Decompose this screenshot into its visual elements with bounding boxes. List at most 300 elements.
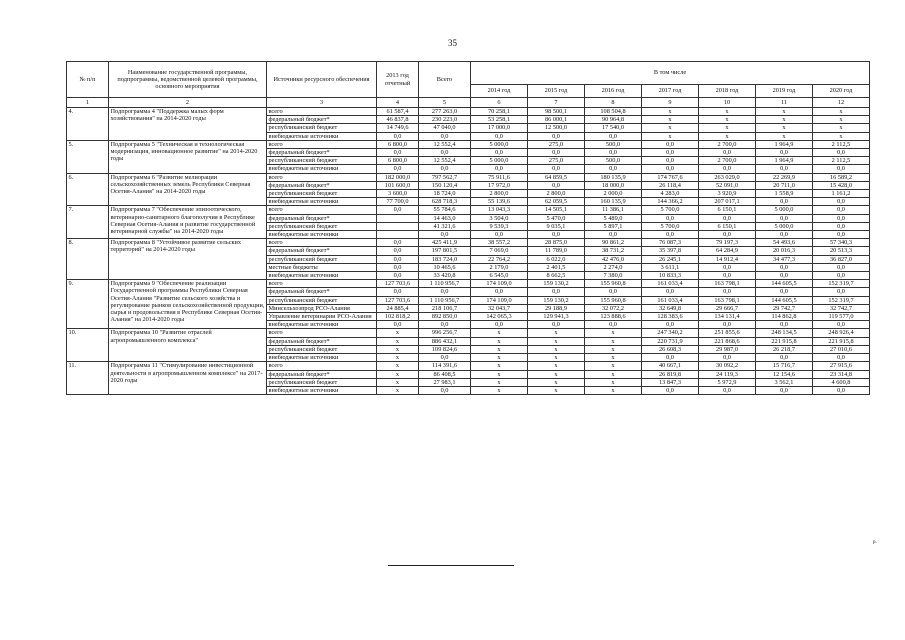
amount-cell: х (528, 386, 585, 394)
amount-cell: 892 850,0 (419, 313, 471, 321)
amount-cell: 6 150,1 (699, 222, 756, 230)
funding-source: внебюджетные источники (267, 321, 377, 329)
amount-cell: 127 703,6 (377, 280, 419, 288)
amount-cell: 26 118,4 (642, 181, 699, 189)
amount-cell: 4 600,8 (813, 378, 870, 386)
amount-cell: 144 605,5 (756, 296, 813, 304)
amount-cell: 6 150,1 (699, 206, 756, 214)
amount-cell: 61 587,4 (377, 108, 419, 116)
amount-cell: 0,0 (585, 231, 642, 239)
amount-cell: 0,0 (813, 263, 870, 271)
amount-cell: 98 500,1 (528, 108, 585, 116)
amount-cell: 47 040,0 (419, 124, 471, 132)
amount-cell: 144 605,5 (756, 280, 813, 288)
amount-cell: 144 366,2 (642, 198, 699, 206)
row-number: 10. (67, 329, 109, 362)
col-index: 5 (419, 98, 471, 108)
amount-cell: 33 420,8 (419, 272, 471, 280)
amount-cell: 22 764,2 (471, 255, 528, 263)
amount-cell: 0,0 (585, 288, 642, 296)
amount-cell: 0,0 (642, 157, 699, 165)
amount-cell: 1 964,9 (756, 140, 813, 148)
amount-cell: 5 470,0 (528, 214, 585, 222)
amount-cell: 5 000,0 (471, 140, 528, 148)
amount-cell: 24 119,3 (699, 370, 756, 378)
amount-cell: х (642, 132, 699, 140)
amount-cell: 161 033,4 (642, 296, 699, 304)
amount-cell: 0,0 (471, 288, 528, 296)
amount-cell: 2 112,5 (813, 157, 870, 165)
amount-cell: 174 109,0 (471, 280, 528, 288)
amount-cell: 1 161,2 (813, 190, 870, 198)
amount-cell: х (377, 370, 419, 378)
amount-cell: 0,0 (756, 214, 813, 222)
amount-cell: 0,0 (377, 263, 419, 271)
amount-cell: х (585, 386, 642, 394)
table-row (67, 280, 870, 288)
amount-cell: 5 000,0 (756, 222, 813, 230)
funding-source: всего (267, 280, 377, 288)
subprogram-name: Подпрограмма 11 "Стимулирование инвестиционной деятельности в агропромышленном комплексе" на 2017-2020 годы (109, 362, 267, 395)
col-index: 8 (585, 98, 642, 108)
resource-table (66, 61, 870, 395)
amount-cell: х (585, 378, 642, 386)
amount-cell: 12 552,4 (419, 140, 471, 148)
amount-cell: х (813, 116, 870, 124)
header-year: 2017 год (642, 85, 699, 98)
amount-cell: х (528, 362, 585, 370)
amount-cell: 52 091,0 (699, 181, 756, 189)
amount-cell: 0,0 (419, 321, 471, 329)
header-num: № п/п (67, 62, 109, 98)
amount-cell: х (528, 378, 585, 386)
amount-cell: 55 784,6 (419, 206, 471, 214)
amount-cell: 0,0 (528, 231, 585, 239)
amount-cell: 161 033,4 (642, 280, 699, 288)
amount-cell: 29 666,7 (699, 304, 756, 312)
header-year: 2016 год (585, 85, 642, 98)
amount-cell: 0,0 (813, 272, 870, 280)
amount-cell: 182 000,0 (377, 173, 419, 181)
amount-cell: 152 319,7 (813, 296, 870, 304)
footnote-rule (388, 565, 514, 566)
amount-cell: 0,0 (528, 181, 585, 189)
funding-source: федеральный бюджет* (267, 116, 377, 124)
amount-cell: 248 134,5 (756, 329, 813, 337)
amount-cell: 13 043,3 (471, 206, 528, 214)
amount-cell: 0,0 (756, 272, 813, 280)
amount-cell: 134 131,4 (699, 313, 756, 321)
funding-source: всего (267, 239, 377, 247)
amount-cell: 7 069,0 (471, 247, 528, 255)
funding-source: федеральный бюджет* (267, 337, 377, 345)
amount-cell: х (471, 370, 528, 378)
amount-cell: 3 504,0 (471, 214, 528, 222)
amount-cell: х (377, 345, 419, 353)
amount-cell: 5 897,1 (585, 222, 642, 230)
row-number: 11. (67, 362, 109, 395)
amount-cell: 2 401,5 (528, 263, 585, 271)
amount-cell: 0,0 (377, 272, 419, 280)
amount-cell: 0,0 (642, 386, 699, 394)
amount-cell: 0,0 (813, 288, 870, 296)
amount-cell: 0,0 (642, 214, 699, 222)
amount-cell: 26 218,7 (756, 345, 813, 353)
amount-cell: 75 911,6 (471, 173, 528, 181)
amount-cell: 77 700,0 (377, 198, 419, 206)
funding-source: федеральный бюджет* (267, 288, 377, 296)
amount-cell: 6 800,0 (377, 140, 419, 148)
amount-cell: 425 411,9 (419, 239, 471, 247)
amount-cell (377, 214, 419, 222)
amount-cell: 42 476,0 (585, 255, 642, 263)
amount-cell: 8 662,5 (528, 272, 585, 280)
amount-cell: х (699, 116, 756, 124)
funding-source: Минсельхозпрод РСО-Алания (267, 304, 377, 312)
funding-source: республиканский бюджет (267, 378, 377, 386)
amount-cell: х (585, 329, 642, 337)
col-index: 1 (67, 98, 109, 108)
funding-source: внебюджетные источники (267, 165, 377, 173)
amount-cell: 0,0 (642, 149, 699, 157)
amount-cell (377, 231, 419, 239)
amount-cell: 0,0 (699, 354, 756, 362)
amount-cell: 159 130,2 (528, 280, 585, 288)
amount-cell: 55 139,6 (471, 198, 528, 206)
funding-source: республиканский бюджет (267, 190, 377, 198)
amount-cell: 15 428,0 (813, 181, 870, 189)
amount-cell: 57 340,3 (813, 239, 870, 247)
table-row (67, 206, 870, 214)
amount-cell: 62 059,5 (528, 198, 585, 206)
amount-cell: 0,0 (813, 321, 870, 329)
subprogram-name: Подпрограмма 10 "Развитие отраслей агропромышленного комплекса" (109, 329, 267, 362)
amount-cell: х (528, 370, 585, 378)
amount-cell: 5 489,0 (585, 214, 642, 222)
funding-source: местные бюджеты (267, 263, 377, 271)
amount-cell: 207 017,1 (699, 198, 756, 206)
amount-cell: х (377, 329, 419, 337)
amount-cell: 174 767,6 (642, 173, 699, 181)
amount-cell: х (471, 386, 528, 394)
amount-cell: 0,0 (642, 321, 699, 329)
amount-cell: 0,0 (813, 165, 870, 173)
amount-cell: 127 703,6 (377, 296, 419, 304)
funding-source: внебюджетные источники (267, 231, 377, 239)
amount-cell: 163 798,1 (699, 296, 756, 304)
amount-cell: 129 941,3 (528, 313, 585, 321)
amount-cell: х (642, 108, 699, 116)
amount-cell: х (813, 108, 870, 116)
amount-cell: 0,0 (756, 354, 813, 362)
amount-cell: 18 724,0 (419, 190, 471, 198)
amount-cell: 108 504,8 (585, 108, 642, 116)
funding-source: федеральный бюджет* (267, 370, 377, 378)
margin-mark: р. (873, 540, 877, 545)
amount-cell: 221 915,8 (813, 337, 870, 345)
amount-cell: 14 749,6 (377, 124, 419, 132)
amount-cell: 14 912,4 (699, 255, 756, 263)
amount-cell: 996 256,7 (419, 329, 471, 337)
amount-cell: х (471, 362, 528, 370)
table-row (67, 140, 870, 148)
amount-cell: 248 926,4 (813, 329, 870, 337)
amount-cell: 5 700,0 (642, 206, 699, 214)
amount-cell: 17 540,0 (585, 124, 642, 132)
amount-cell: 2 700,0 (699, 157, 756, 165)
funding-source: республиканский бюджет (267, 157, 377, 165)
amount-cell: 13 847,3 (642, 378, 699, 386)
amount-cell: 20 513,3 (813, 247, 870, 255)
amount-cell: х (813, 132, 870, 140)
col-index: 11 (756, 98, 813, 108)
row-number: 5. (67, 140, 109, 173)
amount-cell: 0,0 (642, 165, 699, 173)
amount-cell: 0,0 (377, 288, 419, 296)
subprogram-name: Подпрограмма 4 "Поддержка малых форм хозяйствования" на 2014-2020 годы (109, 108, 267, 141)
funding-source: федеральный бюджет* (267, 149, 377, 157)
amount-cell: 29 742,7 (756, 304, 813, 312)
amount-cell: х (699, 108, 756, 116)
amount-cell: х (377, 354, 419, 362)
amount-cell: х (377, 337, 419, 345)
amount-cell: х (585, 345, 642, 353)
amount-cell: 12 154,6 (756, 370, 813, 378)
amount-cell: 2 112,5 (813, 140, 870, 148)
amount-cell: 0,0 (419, 149, 471, 157)
amount-cell: 0,0 (756, 149, 813, 157)
amount-cell: 218 106,7 (419, 304, 471, 312)
funding-source: всего (267, 362, 377, 370)
amount-cell: 10 465,6 (419, 263, 471, 271)
header-incl: В том числе (471, 62, 870, 85)
amount-cell: 0,0 (585, 132, 642, 140)
amount-cell: х (528, 329, 585, 337)
amount-cell: х (585, 362, 642, 370)
funding-source: всего (267, 140, 377, 148)
amount-cell: х (756, 132, 813, 140)
table-body (67, 108, 870, 395)
amount-cell: х (471, 378, 528, 386)
amount-cell: 0,0 (756, 165, 813, 173)
amount-cell: 142 065,3 (471, 313, 528, 321)
amount-cell: 34 477,3 (756, 255, 813, 263)
table-row (67, 239, 870, 247)
amount-cell: 500,0 (585, 140, 642, 148)
col-index: 6 (471, 98, 528, 108)
amount-cell: 0,0 (377, 132, 419, 140)
amount-cell: х (377, 386, 419, 394)
funding-source: внебюджетные источники (267, 132, 377, 140)
amount-cell: 30 092,2 (699, 362, 756, 370)
amount-cell: 101 600,0 (377, 181, 419, 189)
amount-cell: 23 314,8 (813, 370, 870, 378)
amount-cell: 9 035,1 (528, 222, 585, 230)
amount-cell: 3 562,1 (756, 378, 813, 386)
amount-cell: 0,0 (585, 321, 642, 329)
amount-cell: х (471, 345, 528, 353)
amount-cell: 0,0 (377, 165, 419, 173)
amount-cell: 7 380,0 (585, 272, 642, 280)
amount-cell: 2 274,0 (585, 263, 642, 271)
amount-cell: 1 110 956,7 (419, 296, 471, 304)
amount-cell: 0,0 (419, 165, 471, 173)
funding-source: внебюджетные источники (267, 354, 377, 362)
amount-cell: 0,0 (528, 132, 585, 140)
amount-cell: 2 000,0 (585, 190, 642, 198)
amount-cell: 27 915,6 (813, 362, 870, 370)
amount-cell: 35 397,8 (642, 247, 699, 255)
header-year: 2020 год (813, 85, 870, 98)
amount-cell: 221 915,8 (756, 337, 813, 345)
amount-cell: 0,0 (377, 247, 419, 255)
amount-cell: 0,0 (471, 149, 528, 157)
amount-cell: 5 000,0 (471, 157, 528, 165)
funding-source: Управление ветеринарии РСО-Алания (267, 313, 377, 321)
amount-cell: 0,0 (813, 206, 870, 214)
amount-cell: 6 545,0 (471, 272, 528, 280)
amount-cell: 0,0 (699, 165, 756, 173)
header-row (67, 62, 870, 85)
amount-cell: 28 875,0 (528, 239, 585, 247)
amount-cell: 76 087,3 (642, 239, 699, 247)
amount-cell: 0,0 (699, 288, 756, 296)
amount-cell: 109 824,6 (419, 345, 471, 353)
amount-cell: 0,0 (419, 231, 471, 239)
amount-cell: 79 197,3 (699, 239, 756, 247)
amount-cell: 20 711,0 (756, 181, 813, 189)
funding-source: всего (267, 108, 377, 116)
amount-cell: 27 983,1 (419, 378, 471, 386)
amount-cell: 0,0 (419, 132, 471, 140)
amount-cell: 197 801,5 (419, 247, 471, 255)
amount-cell: 102 818,2 (377, 313, 419, 321)
amount-cell: 0,0 (756, 231, 813, 239)
col-index: 2 (109, 98, 267, 108)
amount-cell: х (642, 116, 699, 124)
amount-cell: 12 552,4 (419, 157, 471, 165)
amount-cell: х (756, 108, 813, 116)
amount-cell: 0,0 (813, 198, 870, 206)
amount-cell: 4 283,0 (642, 190, 699, 198)
row-number: 8. (67, 239, 109, 280)
amount-cell: 247 340,2 (642, 329, 699, 337)
amount-cell: 26 608,3 (642, 345, 699, 353)
funding-source: федеральный бюджет* (267, 214, 377, 222)
funding-source: внебюджетные источники (267, 272, 377, 280)
amount-cell: 26 819,8 (642, 370, 699, 378)
header-year: 2019 год (756, 85, 813, 98)
amount-cell: 152 319,7 (813, 280, 870, 288)
amount-cell: 2 700,0 (699, 140, 756, 148)
amount-cell: 6 022,0 (528, 255, 585, 263)
amount-cell: 32 072,2 (585, 304, 642, 312)
page-number: 35 (448, 38, 457, 48)
funding-source: республиканский бюджет (267, 124, 377, 132)
amount-cell: 64 859,5 (528, 173, 585, 181)
amount-cell: 220 731,9 (642, 337, 699, 345)
amount-cell: 500,0 (585, 157, 642, 165)
amount-cell: 128 383,6 (642, 313, 699, 321)
amount-cell: 163 798,1 (699, 280, 756, 288)
amount-cell: 0,0 (699, 231, 756, 239)
amount-cell: 32 742,7 (813, 304, 870, 312)
amount-cell: 17 000,0 (471, 124, 528, 132)
amount-cell: 41 321,6 (419, 222, 471, 230)
amount-cell: 9 539,3 (471, 222, 528, 230)
amount-cell: 114 862,8 (756, 313, 813, 321)
funding-source: республиканский бюджет (267, 222, 377, 230)
amount-cell: 0,0 (699, 263, 756, 271)
subprogram-name: Подпрограмма 5 "Техническая и технологическая модернизация, инновационное развитие" на 2014-2020 годы (109, 140, 267, 173)
amount-cell: 0,0 (471, 132, 528, 140)
amount-cell: 1 964,9 (756, 157, 813, 165)
amount-cell: 0,0 (813, 222, 870, 230)
amount-cell: 150 120,4 (419, 181, 471, 189)
amount-cell: 18 000,0 (585, 181, 642, 189)
amount-cell: 0,0 (813, 149, 870, 157)
row-number: 6. (67, 173, 109, 206)
amount-cell: х (699, 124, 756, 132)
amount-cell: 11 789,0 (528, 247, 585, 255)
amount-cell: 90 861,2 (585, 239, 642, 247)
row-number: 9. (67, 280, 109, 329)
amount-cell: 5 700,0 (642, 222, 699, 230)
amount-cell: х (528, 354, 585, 362)
amount-cell: 174 109,0 (471, 296, 528, 304)
amount-cell: х (585, 337, 642, 345)
amount-cell: 46 837,8 (377, 116, 419, 124)
amount-cell: 263 029,0 (699, 173, 756, 181)
amount-cell: 0,0 (699, 214, 756, 222)
amount-cell: 0,0 (756, 288, 813, 296)
amount-cell: 114 391,6 (419, 362, 471, 370)
amount-cell: 275,0 (528, 157, 585, 165)
amount-cell: 15 716,7 (756, 362, 813, 370)
funding-source: республиканский бюджет (267, 345, 377, 353)
amount-cell: 0,0 (528, 165, 585, 173)
subprogram-name: Подпрограмма 6 "Развитие мелиорации сельскохозяйственных земель Республики Северная Осетия-Алания" на 2014-2020 годы (109, 173, 267, 206)
amount-cell: х (585, 354, 642, 362)
amount-cell: 12 500,0 (528, 124, 585, 132)
amount-cell: 86 000,1 (528, 116, 585, 124)
funding-source: федеральный бюджет* (267, 247, 377, 255)
amount-cell: 2 179,0 (471, 263, 528, 271)
amount-cell: 0,0 (813, 386, 870, 394)
amount-cell: 0,0 (471, 165, 528, 173)
table-row (67, 108, 870, 116)
amount-cell: 251 855,6 (699, 329, 756, 337)
amount-cell: 29 188,9 (528, 304, 585, 312)
amount-cell: 160 135,9 (585, 198, 642, 206)
amount-cell: 1 558,9 (756, 190, 813, 198)
amount-cell: 2 800,0 (471, 190, 528, 198)
amount-cell: 159 130,2 (528, 296, 585, 304)
amount-cell: 0,0 (471, 321, 528, 329)
amount-cell: 155 960,8 (585, 280, 642, 288)
table-row (67, 362, 870, 370)
amount-cell: 0,0 (377, 239, 419, 247)
funding-source: всего (267, 329, 377, 337)
amount-cell: 22 269,9 (756, 173, 813, 181)
amount-cell: 0,0 (642, 140, 699, 148)
amount-cell: 155 960,8 (585, 296, 642, 304)
col-index: 10 (699, 98, 756, 108)
amount-cell: 0,0 (699, 149, 756, 157)
amount-cell: 0,0 (528, 288, 585, 296)
col-index: 4 (377, 98, 419, 108)
amount-cell: 797 562,7 (419, 173, 471, 181)
